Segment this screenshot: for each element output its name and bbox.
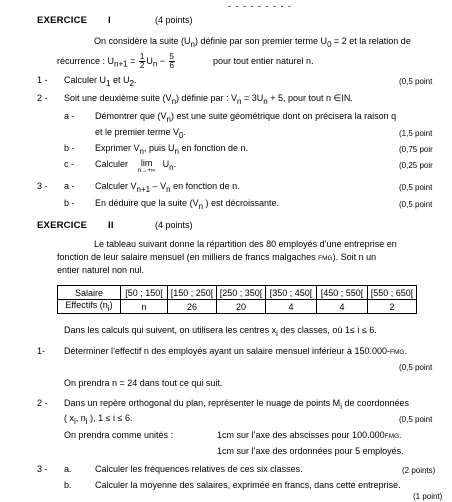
exercise-2-title: EXERCICE bbox=[37, 220, 88, 231]
table-row-label: Effectifs $(n_i)$ bbox=[58, 300, 121, 314]
ex2-unit-y: 1cm sur l’axe des ordonnées pour 5 employés. bbox=[217, 446, 404, 456]
points-label: (0,5 point bbox=[399, 363, 433, 372]
fraction-five-sixths: $\frac{5}{6}$ bbox=[169, 52, 174, 70]
points-label: (0,5 point bbox=[399, 77, 433, 86]
ex1-q2c-text: Calculer lim n→+∞ $U_n$. bbox=[95, 158, 177, 174]
table-cell: 2 bbox=[368, 300, 417, 314]
points-label: (0,5 point bbox=[399, 183, 433, 192]
item-number: 1- bbox=[37, 346, 46, 356]
ex2-q3b-text: Calculer la moyenne des salaires, exprimée en francs, dans cette entreprise. bbox=[95, 480, 401, 490]
exercise-1-number: I bbox=[108, 15, 111, 26]
ex2-unit-x: 1cm sur l’axe des abscisses pour 100.000FMG. bbox=[217, 430, 402, 440]
ex1-q2a-text-2: et le premier terme $V_0$. bbox=[95, 127, 186, 140]
ex2-q2-coords: ( $x_i$, $n_i$ ), 1 ≤ i ≤ 6. bbox=[64, 413, 133, 426]
ex1-q2b-text: Exprimer $V_n$, puis $U_n$ en fonction de n. bbox=[95, 143, 248, 156]
salary-table bbox=[57, 285, 417, 314]
ex2-intro-line1: Le tableau suivant donne la répartition des 80 employés d’une entreprise en bbox=[94, 239, 397, 249]
ex2-intro-line3: entier naturel non nul. bbox=[57, 265, 145, 275]
ex2-q3a-text: Calculer les fréquences relatives de ces six classes. bbox=[95, 464, 303, 474]
item-number: 2 - bbox=[37, 398, 48, 408]
table-header-cell: [450 ; 550[ bbox=[317, 286, 368, 300]
points-label: (2 points) bbox=[402, 466, 436, 475]
ex2-q1-text: Déterminer l’effectif n des employés ayant un salaire mensuel inférieur à 150.000-FMG. bbox=[64, 346, 407, 356]
points-label: (1 point) bbox=[413, 492, 443, 501]
exercise-1-points: (4 points) bbox=[155, 15, 193, 25]
table-cell: 4 bbox=[317, 300, 368, 314]
ex1-recurrence-tail: pour tout entier naturel n. bbox=[213, 56, 314, 66]
item-letter: b. bbox=[64, 480, 72, 490]
table-cell: 26 bbox=[168, 300, 217, 314]
table-header-cell: [350 ; 450[ bbox=[266, 286, 317, 300]
item-number: 3 - bbox=[37, 181, 48, 191]
exercise-2-points: (4 points) bbox=[155, 220, 193, 230]
item-letter: a. bbox=[64, 464, 72, 474]
ex1-q1-text: Calculer $U_1$ et $U_2$. bbox=[64, 75, 137, 88]
table-header-cell: [250 ; 350[ bbox=[217, 286, 266, 300]
item-letter: a - bbox=[64, 111, 75, 121]
points-label: (0,25 poir bbox=[399, 161, 433, 170]
table-cell: n bbox=[121, 300, 168, 314]
table-header-row bbox=[58, 286, 417, 300]
points-label: (0,75 poir bbox=[399, 145, 433, 154]
top-dashes: - - - - - - - - - bbox=[228, 1, 292, 11]
table-cell: 4 bbox=[266, 300, 317, 314]
points-label: (1,5 point bbox=[399, 129, 433, 138]
table-cell: 20 bbox=[217, 300, 266, 314]
ex1-q2-text: Soit une deuxième suite $(V_n)$ définie par : $V_n = 3U_n + 5$, pour tout n ∈IN. bbox=[64, 93, 353, 106]
ex2-prendra: On prendra n = 24 dans tout ce qui suit. bbox=[64, 378, 223, 388]
ex1-q3a-text: Calculer $V_{n+1} - V_n$ en fonction de n. bbox=[95, 181, 240, 194]
limit-expression: lim n→+∞ bbox=[138, 158, 156, 174]
item-letter: b - bbox=[64, 198, 75, 208]
table-header-cell: Salaire bbox=[58, 286, 121, 300]
ex1-recurrence: récurrence : $U_{n+1}$ = $\frac{1}{2}$ $U_n$ − $\frac{5}{6}$ bbox=[57, 52, 174, 70]
item-number: 3 - bbox=[37, 464, 48, 474]
ex2-centres-text: Dans les calculs qui suivent, on utilisera les centres $x_i$ des classes, où 1≤ i ≤ 6. bbox=[64, 325, 377, 338]
table-header-cell: [550 ; 650[ bbox=[368, 286, 417, 300]
item-number: 1 - bbox=[37, 75, 48, 85]
points-label: (0,5 point bbox=[399, 200, 433, 209]
ex1-q3b-text: En déduire que la suite ($V_n$ ) est décroissante. bbox=[95, 198, 280, 211]
table-header-cell: [50 ; 150[ bbox=[121, 286, 168, 300]
ex1-q2a-text: Démontrer que $(V_n)$ est une suite géométrique dont on précisera la raison q bbox=[95, 111, 397, 124]
points-label: (0,5 point bbox=[399, 415, 433, 424]
item-number: 2 - bbox=[37, 93, 48, 103]
table-header-cell: [150 ; 250[ bbox=[168, 286, 217, 300]
exercise-2-number: II bbox=[108, 220, 114, 231]
ex2-units-label: On prendra comme unités : bbox=[64, 430, 174, 440]
item-letter: c - bbox=[64, 159, 74, 169]
fraction-one-half: $\frac{1}{2}$ bbox=[139, 52, 145, 70]
table-row bbox=[58, 300, 417, 314]
item-letter: a - bbox=[64, 181, 75, 191]
ex2-q2-text: Dans un repère orthogonal du plan, représenter le nuage de points $M_i$ de coordonnées bbox=[64, 398, 410, 411]
ex1-intro-line1: On considère la suite $(U_n)$ définie par son premier terme $U_0 = 2$ et la relation de bbox=[94, 36, 411, 49]
ex2-intro-line2: fonction de leur salaire mensuel (en milliers de francs malgaches FMG). Soit n un bbox=[57, 252, 377, 262]
exercise-1-title: EXERCICE bbox=[37, 15, 88, 26]
item-letter: b - bbox=[64, 143, 75, 153]
